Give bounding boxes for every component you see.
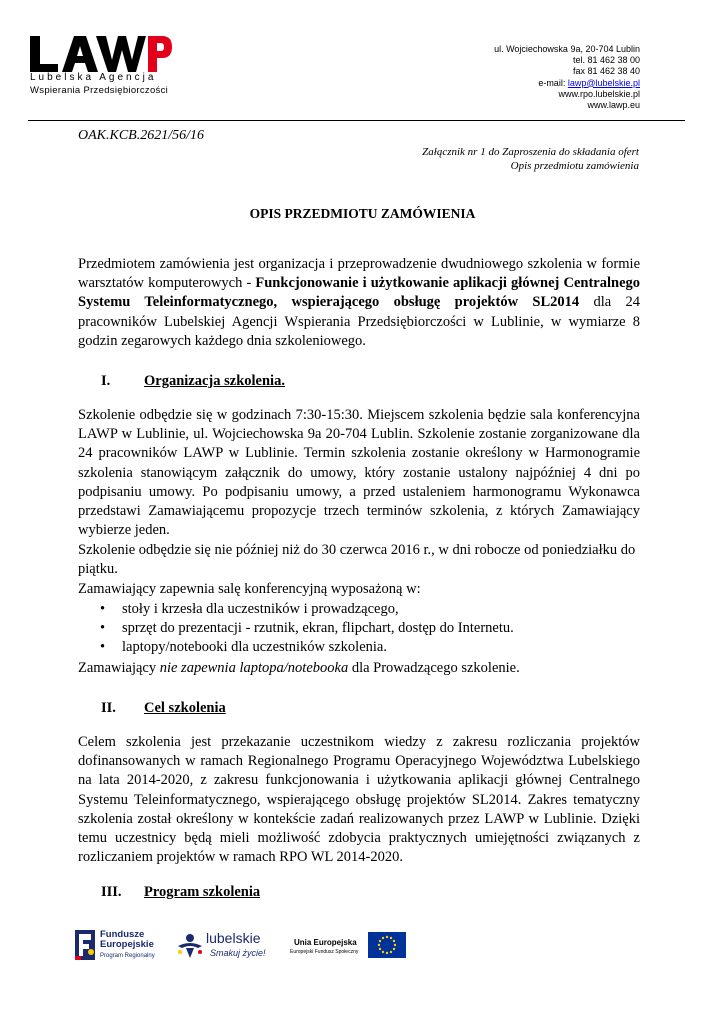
header-divider — [28, 120, 685, 121]
contact-block — [494, 44, 640, 111]
p4-italic: nie zapewnia laptopa/notebooka — [159, 660, 349, 676]
intro-text-2: dla 24 pracowników Lubelskiej Agencji Wspierania Przedsiębiorczości w Lublinie, w wymiarze 8 godzin zegarowych każdego dnia szkoleniowego. — [78, 294, 640, 349]
contact-web-lawp: www.lawp.eu — [587, 100, 640, 111]
section-2-number: II. — [101, 700, 116, 716]
lubelskie-wordmark: lubelskie — [206, 930, 261, 946]
section-1-paragraph-2: Szkolenie odbędzie się nie później niż do 30 czerwca 2016 r., w dni robocze od poniedziałku do piątku. — [78, 542, 636, 578]
document-reference: OAK.KCB.2621/56/16 — [78, 128, 205, 143]
equipment-list — [100, 600, 514, 658]
unia-europejska-logo — [290, 926, 410, 966]
p4-text-a: Zamawiający — [78, 660, 160, 676]
lubelskie-logo — [176, 926, 266, 966]
logo-line-2: Wspierania Przedsiębiorczości — [30, 85, 169, 96]
section-1-number: I. — [101, 373, 111, 389]
fe-line-3: Program Regionalny — [100, 953, 155, 959]
list-item: • stoły i krzesła dla uczestników i prowadzącego, — [100, 600, 514, 619]
p4-text-b: dla Prowadzącego szkolenie. — [348, 660, 520, 676]
contact-address: ul. Wojciechowska 9a, 20-704 Lublin — [494, 44, 640, 54]
contact-email-row — [494, 78, 640, 89]
section-2-paragraph-1: Celem szkolenia jest przekazanie uczestnikom wiedzy z zakresu rozliczania projektów dofinansowanych w ramach Regionalnego Programu Operacyjnego Województwa Lubelskiego na lata 2014-2020, z zakresu funkcjonowania i użytkowania aplikacji głównej Centralnego Systemu Teleinformatycznego, wspierającego obsługę projektów SL2014. Zakres tematyczny szkolenia został określony w kontekście zadań realizowanych przez LAWP w Lublinie. Dzięki temu uczestnicy będą mieli możliwość zdobycia praktycznych umiejętności związanych z rozliczaniem projektów w ramach RPO WL 2014-2020. — [78, 734, 640, 866]
section-2-title: Cel szkolenia — [144, 700, 226, 716]
annex-line-2: Opis przedmiotu zamówienia — [510, 160, 639, 172]
annex-line-1: Załącznik nr 1 do Zaproszenia do składania ofert — [422, 146, 639, 158]
section-1-paragraph-4 — [78, 659, 640, 678]
fe-line-2: Europejskie — [100, 939, 154, 950]
document-title: OPIS PRZEDMIOTU ZAMÓWIENIA — [249, 206, 476, 221]
list-item: • sprzęt do prezentacji - rzutnik, ekran, flipchart, dostęp do Internetu. — [100, 619, 514, 638]
ue-line-1: Unia Europejska — [294, 938, 357, 947]
fe-star-icon — [73, 928, 97, 962]
list-item: • laptopy/notebooki dla uczestników szkolenia. — [100, 638, 514, 657]
section-1-title: Organizacja szkolenia. — [144, 373, 285, 389]
intro-training-name: Funkcjonowanie i użytkowanie aplikacji głównej Centralnego Systemu Teleinformatycznego, wspierającego obsługę projektów SL2014 — [78, 275, 641, 311]
section-1-paragraph-1: Szkolenie odbędzie się w godzinach 7:30-15:30. Miejscem szkolenia będzie sala konferencyjna LAWP w Lublinie, ul. Wojciechowska 9a 20-704 Lublin. Szkolenie zostanie zorganizowane dla 24 pracowników LAWP w Lublinie. Termin szkolenia zostanie określony w Harmonogramie szkolenia stanowiącym załącznik do umowy, który zostanie ustalony najpóźniej 4 dni po podpisaniu umowy. Po podpisaniu umowy, a przed ustaleniem harmonogramu Wykonawca przedstawi Zamawiającemu propozycje trzech terminów szkolenia, z których Zamawiający wybierze jeden. — [78, 407, 640, 539]
intro-paragraph — [78, 255, 640, 351]
section-1-paragraph-3: Zamawiający zapewnia salę konferencyjną wyposażoną w: — [78, 581, 421, 597]
contact-tel: tel. 81 462 38 00 — [572, 55, 640, 66]
contact-fax: fax 81 462 38 40 — [572, 66, 640, 77]
email-link[interactable]: lawp@lubelskie.pl — [567, 77, 640, 88]
contact-web-rpo: www.rpo.lubelskie.pl — [558, 88, 640, 99]
section-3-title: Program szkolenia — [144, 884, 261, 900]
fe-line-1: Fundusze — [100, 929, 145, 940]
lubelskie-tagline: Smakuj życie! — [210, 948, 266, 958]
eu-flag-icon — [368, 932, 406, 958]
lawp-logo-mark — [28, 34, 173, 74]
footer-logos — [0, 920, 725, 970]
intro-text-1: Przedmiotem zamówienia jest organizacja i przeprowadzenie dwudniowego szkolenia w formie warsztatów komputerowych - — [78, 256, 640, 292]
lubelskie-figure-icon — [176, 932, 204, 960]
annex-note — [422, 145, 639, 173]
ue-line-2: Europejski Fundusz Społeczny — [290, 949, 359, 955]
email-label: e-mail: — [538, 77, 568, 88]
section-3-number: III. — [101, 884, 122, 900]
logo-line-1: Lubelska Agencja — [30, 72, 157, 83]
fundusze-europejskie-logo — [73, 926, 163, 966]
